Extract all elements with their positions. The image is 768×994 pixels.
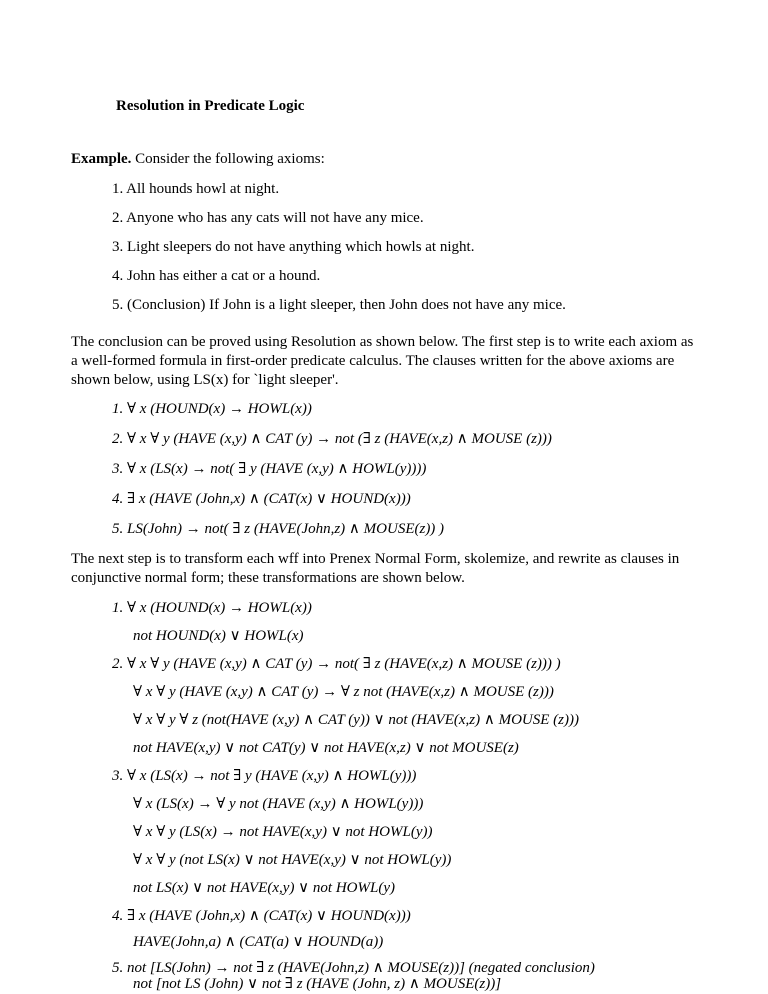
step-5-wff: 5. not [LS(John) → not ∃ z (HAVE(John,z) ∧ MOUSE(z))] (negated conclusion) <box>112 960 595 976</box>
step-4-wff: 4. ∃ x (HAVE (John,x) ∧ (CAT(x) ∨ HOUND(x))) <box>112 908 411 924</box>
example-intro: Consider the following axioms: <box>131 151 325 167</box>
step-3-prenex: ∀ x (LS(x) → ∀ y not (HAVE (x,y) ∧ HOWL(y))) <box>133 796 424 812</box>
axiom-1: 1. All hounds howl at night. <box>112 181 280 197</box>
axiom-3: 3. Light sleepers do not have anything which howls at night. <box>112 239 475 255</box>
example-label: Example. <box>71 151 132 167</box>
step-2-expanded: ∀ x ∀ y ∀ z (not(HAVE (x,y) ∧ CAT (y)) ∨ not (HAVE(x,z) ∧ MOUSE (z))) <box>133 712 579 728</box>
step-1-clause: not HOUND(x) ∨ HOWL(x) <box>133 628 304 644</box>
step-2-clause: not HAVE(x,y) ∨ not CAT(y) ∨ not HAVE(x,z) ∨ not MOUSE(z) <box>133 740 519 756</box>
step-3-disjunction: ∀ x ∀ y (not LS(x) ∨ not HAVE(x,y) ∨ not HOWL(y)) <box>133 852 452 868</box>
wff-3: 3. ∀ x (LS(x) → not( ∃ y (HAVE (x,y) ∧ HOWL(y)))) <box>112 461 427 477</box>
wff-2: 2. ∀ x ∀ y (HAVE (x,y) ∧ CAT (y) → not (∃ z (HAVE(x,z) ∧ MOUSE (z))) <box>112 431 552 447</box>
step-1-wff: 1. ∀ x (HOUND(x) → HOWL(x)) <box>112 600 312 616</box>
intro-paragraph: The conclusion can be proved using Resolution as shown below. The first step is to write each axiom as a well-formed formula in first-order predicate calculus. The clauses written for the above axioms are shown below, using LS(x) for `light sleeper'. <box>71 334 694 388</box>
step-2-wff: 2. ∀ x ∀ y (HAVE (x,y) ∧ CAT (y) → not( ∃ z (HAVE(x,z) ∧ MOUSE (z))) ) <box>112 656 561 672</box>
transform-paragraph: The next step is to transform each wff into Prenex Normal Form, skolemize, and rewrite as clauses in conjunctive normal form; these transformations are shown below. <box>71 551 680 586</box>
page-title: Resolution in Predicate Logic <box>116 98 305 114</box>
wff-1: 1. ∀ x (HOUND(x) → HOWL(x)) <box>112 401 312 417</box>
step-5-negation: not [not LS (John) ∨ not ∃ z (HAVE (John, z) ∧ MOUSE(z))] <box>133 976 502 992</box>
axiom-2: 2. Anyone who has any cats will not have any mice. <box>112 210 424 226</box>
step-3-clause: not LS(x) ∨ not HAVE(x,y) ∨ not HOWL(y) <box>133 880 395 896</box>
axiom-4: 4. John has either a cat or a hound. <box>112 268 321 284</box>
axiom-5: 5. (Conclusion) If John is a light sleeper, then John does not have any mice. <box>112 297 566 313</box>
step-2-prenex: ∀ x ∀ y (HAVE (x,y) ∧ CAT (y) → ∀ z not (HAVE(x,z) ∧ MOUSE (z))) <box>133 684 554 700</box>
step-4-clause: HAVE(John,a) ∧ (CAT(a) ∨ HOUND(a)) <box>133 934 384 950</box>
step-3-wff: 3. ∀ x (LS(x) → not ∃ y (HAVE (x,y) ∧ HOWL(y))) <box>112 768 417 784</box>
step-3-implication: ∀ x ∀ y (LS(x) → not HAVE(x,y) ∨ not HOWL(y)) <box>133 824 433 840</box>
wff-5: 5. LS(John) → not( ∃ z (HAVE(John,z) ∧ MOUSE(z)) ) <box>112 521 445 537</box>
example-heading <box>71 150 325 168</box>
wff-4: 4. ∃ x (HAVE (John,x) ∧ (CAT(x) ∨ HOUND(x))) <box>112 491 411 507</box>
